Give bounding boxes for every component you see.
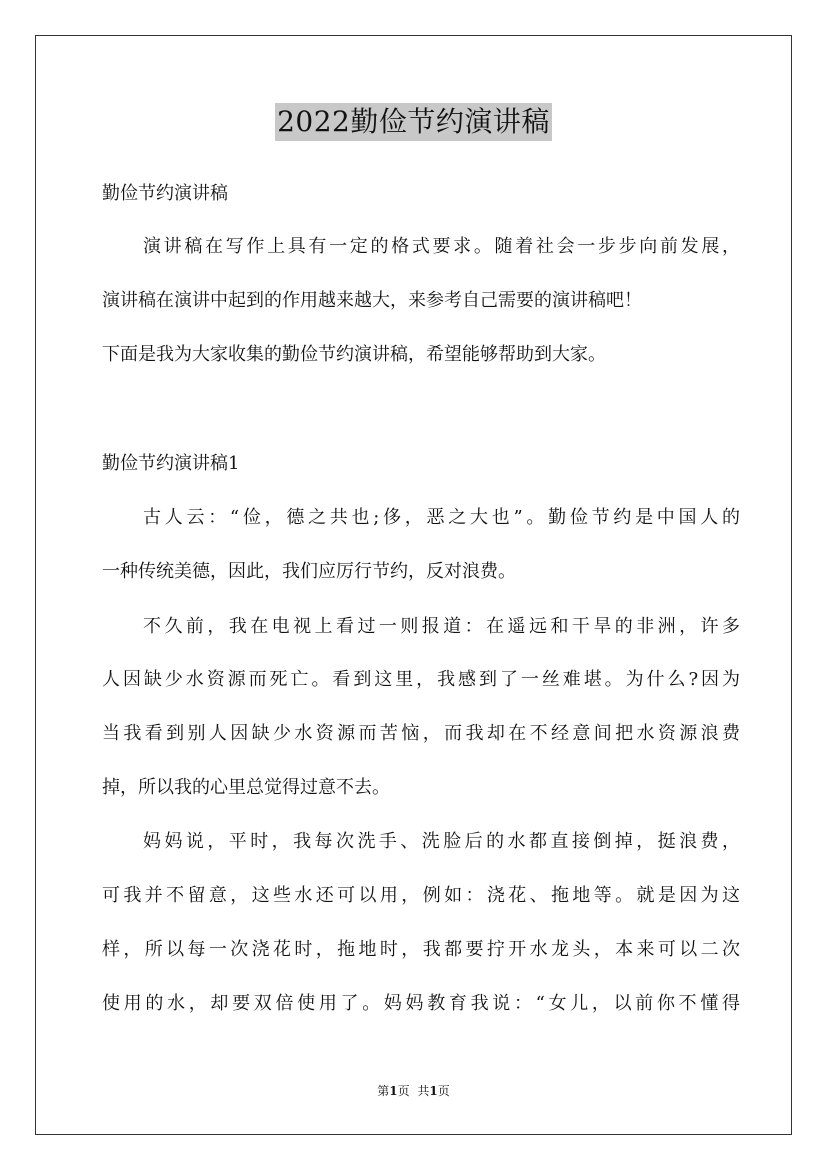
page-prefix: 第 [377, 1084, 390, 1098]
total-prefix: 共 [417, 1084, 430, 1098]
paragraph-line: 掉，所以我的心里总觉得过意不去。 [102, 777, 390, 798]
paragraph-line: 样，所以每一次浇花时，拖地时，我都要拧开水龙头，本来可以二次 [102, 939, 740, 960]
paragraph-line: 古人云：“俭，德之共也;侈，恶之大也”。勤俭节约是中国人的 [143, 507, 740, 528]
paragraph-line: 可我并不留意，这些水还可以用，例如：浇花、拖地等。就是因为这 [102, 885, 740, 906]
paragraph-line: 不久前，我在电视上看过一则报道：在遥远和干旱的非洲，许多 [143, 616, 740, 637]
page-current: 1 [389, 1084, 398, 1098]
paragraph-line: 妈妈说，平时，我每次洗手、洗脸后的水都直接倒掉，挺浪费， [143, 831, 740, 852]
paragraph-line: 演讲稿在演讲中起到的作用越来越大，来参考自己需要的演讲稿吧！ [102, 290, 642, 311]
paragraph-line: 使用的水，却要双倍使用了。妈妈教育我说：“女儿，以前你不懂得 [102, 993, 740, 1014]
page-footer [0, 1083, 827, 1099]
total-suffix: 页 [437, 1084, 450, 1098]
page-total: 1 [429, 1084, 438, 1098]
title-wrap [0, 103, 827, 141]
paragraph-line: 人因缺少水资源而死亡。看到这里，我感到了一丝难堪。为什么?因为 [102, 669, 740, 690]
document-title: 2022勤俭节约演讲稿 [275, 103, 552, 141]
paragraph-line: 演讲稿在写作上具有一定的格式要求。随着社会一步步向前发展， [143, 236, 740, 257]
paragraph-line: 当我看到别人因缺少水资源而苦恼，而我却在不经意间把水资源浪费 [102, 723, 740, 744]
paragraph-line: 一种传统美德，因此，我们应厉行节约，反对浪费。 [102, 561, 516, 582]
paragraph-line: 下面是我为大家收集的勤俭节约演讲稿，希望能够帮助到大家。 [102, 344, 606, 365]
section-heading: 勤俭节约演讲稿 [102, 183, 228, 204]
section-heading: 勤俭节约演讲稿1 [102, 453, 240, 474]
page-suffix: 页 [397, 1084, 410, 1098]
